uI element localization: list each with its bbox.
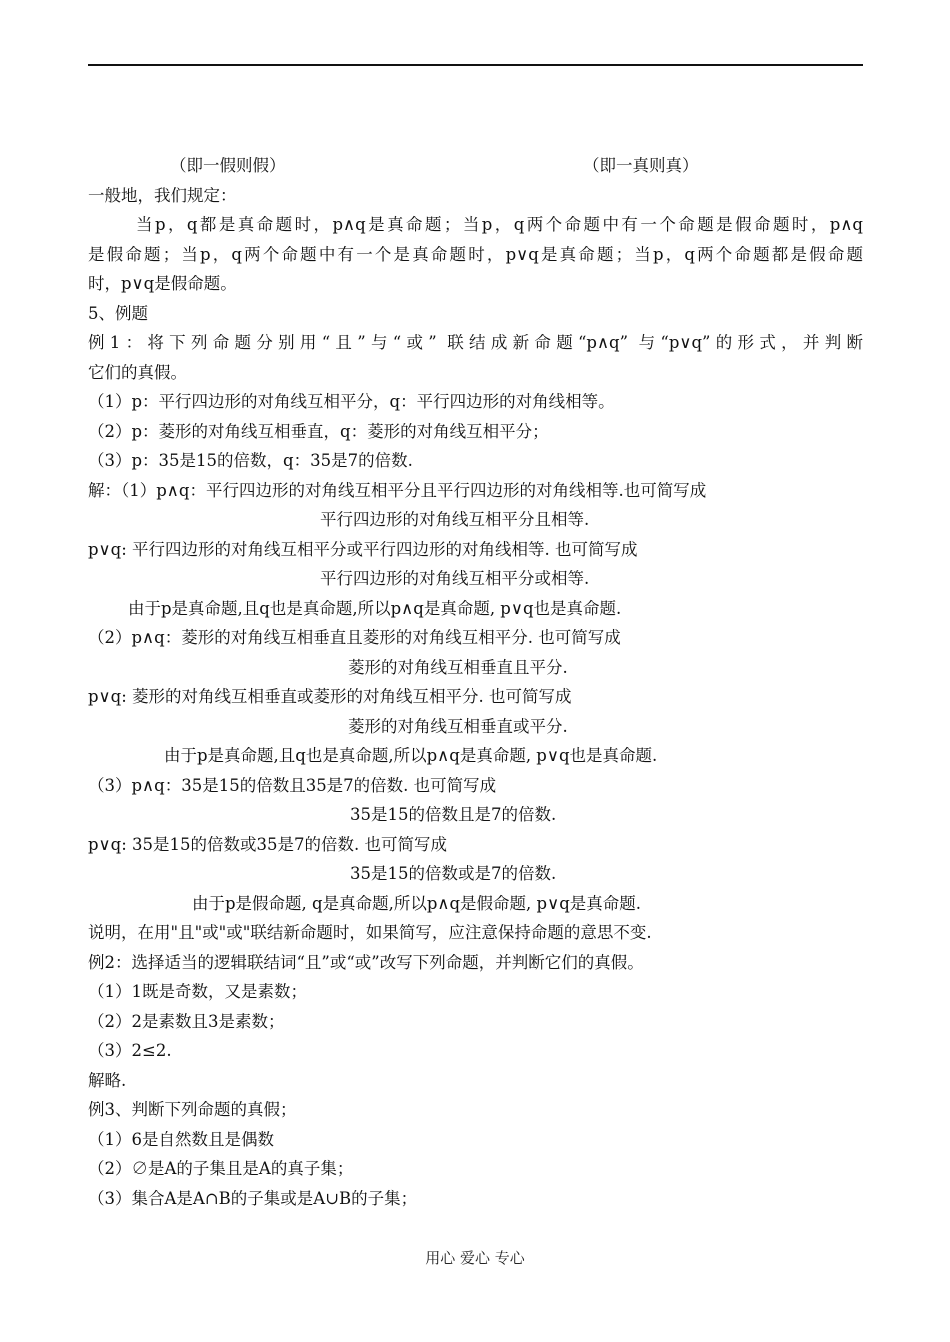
rule-paragraph-line-2: 是假命题；当p，q两个命题中有一个是真命题时，p∨q是真命题；当p，q两个命题都是假命题	[88, 244, 863, 264]
example1-prompt-line-2: 它们的真假。	[88, 362, 187, 382]
example3-item-3: （3）集合A是A∩B的子集或是A∪B的子集；	[88, 1188, 418, 1208]
example2-item-3: （3）2≤2.	[88, 1041, 172, 1060]
example1-prompt-line-1: 例1：将下列命题分别用“且”与“或” 联结成新命题“p∧q” 与“p∨q”的形式，并判断	[88, 333, 863, 352]
page-footer: 用心 爱心 专心	[425, 1249, 525, 1267]
solution-1-and-short: 平行四边形的对角线互相平分且相等.	[320, 510, 590, 529]
solution-1-or-short: 平行四边形的对角线互相平分或相等.	[320, 569, 590, 588]
example2-item-2: （2）2是素数且3是素数；	[88, 1011, 285, 1031]
solution-2-or-short: 菱形的对角线互相垂直或平分.	[348, 716, 568, 736]
solution-1-or: p∨q: 平行四边形的对角线互相平分或平行四边形的对角线相等. 也可简写成	[88, 539, 638, 559]
example2-item-1: （1）1既是奇数，又是素数；	[88, 982, 307, 1001]
example3-item-1: （1）6是自然数且是偶数	[88, 1129, 274, 1149]
solution-3-and: （3）p∧q：35是15的倍数且35是7的倍数. 也可简写成	[88, 775, 497, 795]
caption-or: （即一真则真）	[583, 156, 699, 175]
section-heading: 5、例题	[88, 303, 148, 323]
solution-2-and-short: 菱形的对角线互相垂直且平分.	[348, 657, 568, 677]
solution-1-and: 解：（1）p∧q：平行四边形的对角线互相平分且平行四边形的对角线相等.也可简写成	[88, 480, 707, 500]
example3-item-2: （2）∅是A的子集且是A的真子集；	[88, 1159, 354, 1178]
solution-1-conclusion: 由于p是真命题,且q也是真命题,所以p∧q是真命题, p∨q也是真命题.	[128, 598, 622, 618]
solution-2-and: （2）p∧q：菱形的对角线互相垂直且菱形的对角线互相平分. 也可简写成	[88, 628, 621, 647]
solution-3-or-short: 35是15的倍数或是7的倍数.	[350, 864, 557, 883]
document-body	[88, 151, 863, 1213]
example2-solution: 解略.	[88, 1070, 127, 1090]
truth-table-captions	[88, 151, 863, 181]
example1-item-3: （3）p：35是15的倍数，q：35是7的倍数.	[88, 451, 413, 470]
header-rule	[88, 64, 863, 66]
solution-3-or: p∨q: 35是15的倍数或35是7的倍数. 也可简写成	[88, 834, 447, 854]
solution-2-conclusion: 由于p是真命题,且q也是真命题,所以p∧q是真命题, p∨q也是真命题.	[164, 746, 658, 765]
example1-item-1: （1）p：平行四边形的对角线互相平分，q：平行四边形的对角线相等。	[88, 392, 615, 411]
example1-item-2: （2）p：菱形的对角线互相垂直，q：菱形的对角线互相平分；	[88, 421, 549, 441]
rule-intro: 一般地，我们规定：	[88, 185, 237, 205]
caption-and: （即一假则假）	[170, 156, 286, 175]
solution-3-and-short: 35是15的倍数且是7的倍数.	[350, 805, 557, 824]
solution-3-conclusion: 由于p是假命题, q是真命题,所以p∧q是假命题, p∨q是真命题.	[192, 893, 641, 913]
rule-paragraph-line-1: 当p，q都是真命题时，p∧q是真命题；当p，q两个命题中有一个命题是假命题时，p∧q	[136, 215, 863, 234]
rule-paragraph-line-3: 时，p∨q是假命题。	[88, 274, 237, 293]
note-paragraph: 说明，在用"且"或"或"联结新命题时，如果简写，应注意保持命题的意思不变.	[88, 923, 652, 942]
example3-prompt: 例3、判断下列命题的真假；	[88, 1100, 297, 1119]
solution-2-or: p∨q: 菱形的对角线互相垂直或菱形的对角线互相平分. 也可简写成	[88, 687, 572, 706]
example2-prompt: 例2：选择适当的逻辑联结词“且”或“或”改写下列命题，并判断它们的真假。	[88, 952, 644, 972]
